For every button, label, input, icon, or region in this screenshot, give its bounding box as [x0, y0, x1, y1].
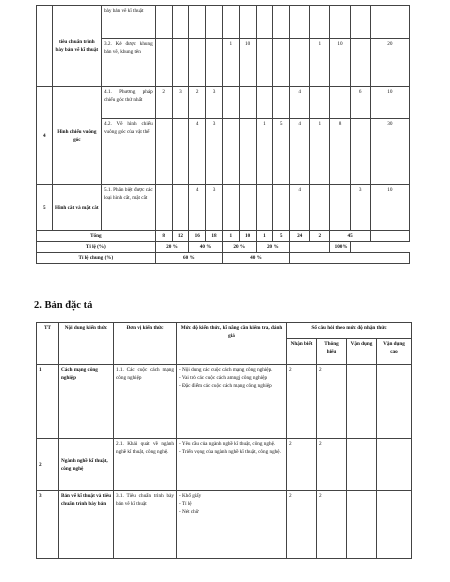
value-cell: 1 [256, 119, 273, 185]
value-cell [206, 39, 223, 87]
value-cell: 2 [189, 87, 206, 119]
value-cell [273, 6, 290, 39]
value-cell [172, 39, 189, 87]
value-cell: 8 [330, 119, 350, 185]
value-cell [239, 119, 256, 185]
header-thong-hieu: Thông hiểu [317, 339, 347, 365]
value-cell: 4 [290, 119, 310, 185]
value-cell [273, 87, 290, 119]
total-value: 18 [206, 231, 223, 242]
total-value: 24 [290, 231, 310, 242]
total-value [370, 231, 409, 242]
total-value: 1 [222, 231, 239, 242]
value-cell: 10 [330, 39, 350, 87]
total-label: Tổng [37, 231, 156, 242]
count-vd [347, 365, 377, 439]
value-cell [350, 6, 370, 39]
value-cell: 3 [206, 87, 223, 119]
spec-row [37, 365, 412, 439]
total-value: 2 [310, 231, 330, 242]
value-cell: 10 [239, 39, 256, 87]
content-topic: Bản vẽ kĩ thuật và tiêu chuẩn trình bày bản [59, 491, 114, 559]
value-cell: 10 [370, 87, 409, 119]
value-cell [330, 6, 350, 39]
content-topic: Hình cắt và mặt cắt [52, 185, 101, 231]
value-cell [370, 6, 409, 39]
value-cell [290, 39, 310, 87]
knowledge-unit: 4.1. Phương pháp chiếu góc thứ nhất [101, 87, 155, 119]
value-cell [330, 87, 350, 119]
value-cell [310, 185, 330, 231]
value-cell: 4 [290, 185, 310, 231]
count-th: 2 [317, 365, 347, 439]
row-number: 4 [37, 87, 53, 185]
value-cell [155, 185, 172, 231]
assessment-level: - Nội dung các cuộc cách mạng công nghiệp. - Vai trò các cuộc cách amngj công nghiệp - Đặc điểm các cuộc cách mạng công nghiệp [177, 365, 287, 439]
knowledge-unit: 1.1. Các cuộc cách mạng công nghiệp [114, 365, 177, 439]
value-cell: 3 [350, 185, 370, 231]
value-cell [310, 87, 330, 119]
value-cell: 4 [290, 87, 310, 119]
value-cell [256, 87, 273, 119]
value-cell [222, 6, 239, 39]
value-cell: 1 [222, 39, 239, 87]
matrix-row [37, 6, 410, 39]
count-th: 2 [317, 439, 347, 491]
value-cell [350, 119, 370, 185]
row-tt: 2 [37, 439, 59, 491]
value-cell [222, 185, 239, 231]
knowledge-unit: 5.1. Phân biệt được các loại hình cắt, mặt cắt [101, 185, 155, 231]
ratio-value [290, 242, 330, 253]
value-cell: 20 [370, 39, 409, 87]
value-cell [290, 6, 310, 39]
total-value: 5 [273, 231, 290, 242]
value-cell: 4 [189, 185, 206, 231]
count-vdc [377, 491, 412, 559]
header-tt: TT [37, 323, 59, 365]
total-value: 10 [239, 231, 256, 242]
value-cell [273, 39, 290, 87]
total-value: 1 [256, 231, 273, 242]
count-vdc [377, 439, 412, 491]
total-row [37, 231, 410, 242]
overall-ratio-value: 40 % [222, 253, 289, 264]
value-cell [239, 6, 256, 39]
value-cell: 30 [370, 119, 409, 185]
overall-ratio-value: 60 % [155, 253, 222, 264]
ratio-value: 20 % [256, 242, 290, 253]
value-cell [239, 87, 256, 119]
matrix-row [37, 185, 410, 231]
value-cell: 4 [189, 119, 206, 185]
knowledge-unit: 3.1. Tiêu chuẩn trình bày bản vẽ kĩ thuật [114, 491, 177, 559]
value-cell [310, 6, 330, 39]
ratio-label: Tỉ lệ (%) [37, 242, 156, 253]
assessment-level: - Yêu cầu của ngành nghề kĩ thuật, công nghệ. - Triển vọng của ngành nghề kĩ thuật, công nghệ. [177, 439, 287, 491]
count-th: 2 [317, 491, 347, 559]
value-cell: 3 [206, 119, 223, 185]
count-nb: 2 [287, 365, 317, 439]
row-number: 5 [37, 185, 53, 231]
value-cell: 1 [310, 39, 330, 87]
total-value: 45 [330, 231, 370, 242]
header-noidung: Nội dung kiến thức [59, 323, 114, 365]
row-tt: 1 [37, 365, 59, 439]
header-van-dung-cao: Vận dụng cao [377, 339, 412, 365]
count-nb: 2 [287, 439, 317, 491]
content-topic: Cách mạng công nghiệp [59, 365, 114, 439]
count-vd [347, 439, 377, 491]
value-cell: 6 [350, 87, 370, 119]
value-cell [155, 39, 172, 87]
value-cell [256, 6, 273, 39]
ratio-value: 100% [330, 242, 350, 253]
value-cell [155, 119, 172, 185]
header-mucdo: Mức độ kiến thức, kĩ năng cần kiểm tra, đánh giá [177, 323, 287, 365]
content-topic: tiêu chuẩn trình bày bản vẽ kĩ thuật [52, 6, 101, 87]
value-cell: 3 [172, 87, 189, 119]
header-nhan-biet: Nhận biết [287, 339, 317, 365]
ratio-row [37, 242, 410, 253]
header-van-dung: Vận dụng [347, 339, 377, 365]
total-value: 8 [155, 231, 172, 242]
count-vdc [377, 365, 412, 439]
value-cell [239, 185, 256, 231]
value-cell [222, 87, 239, 119]
total-value: 12 [172, 231, 189, 242]
overall-ratio-label: Tỉ lệ chung (%) [37, 253, 156, 264]
content-topic: Hình chiếu vuông góc [52, 87, 101, 185]
matrix-table [36, 5, 410, 264]
value-cell: 2 [155, 87, 172, 119]
count-vd [347, 491, 377, 559]
knowledge-unit: 3.2. Kẻ được khung bản vẽ, khung tên [101, 39, 155, 87]
ratio-value: 20 % [222, 242, 256, 253]
value-cell [172, 6, 189, 39]
ratio-value: 20 % [155, 242, 189, 253]
content-topic: Ngành nghề kĩ thuật, công nghệ [59, 439, 114, 491]
row-tt: 3 [37, 491, 59, 559]
value-cell: 10 [370, 185, 409, 231]
value-cell [155, 6, 172, 39]
value-cell [256, 185, 273, 231]
section-title: 2. Bản đặc tả [34, 300, 93, 311]
row-number [37, 6, 53, 87]
value-cell [189, 6, 206, 39]
value-cell [273, 185, 290, 231]
overall-ratio-row [37, 253, 410, 264]
value-cell [350, 39, 370, 87]
empty-cell [290, 253, 410, 264]
value-cell [172, 185, 189, 231]
spec-row [37, 439, 412, 491]
value-cell: 1 [310, 119, 330, 185]
header-donvi: Đơn vị kiến thức [114, 323, 177, 365]
count-nb: 2 [287, 491, 317, 559]
value-cell [206, 6, 223, 39]
spec-table [36, 322, 412, 559]
knowledge-unit: 4.2. Vẽ hình chiếu vuông góc của vật thể [101, 119, 155, 185]
header-socauhoi: Số câu hỏi theo mức độ nhận thức [287, 323, 412, 339]
matrix-row [37, 87, 410, 119]
value-cell [172, 119, 189, 185]
value-cell [256, 39, 273, 87]
ratio-value: 40 % [189, 242, 223, 253]
assessment-level: - Khổ giấy - Tỉ lệ - Nét chữ [177, 491, 287, 559]
value-cell: 5 [273, 119, 290, 185]
spec-row [37, 491, 412, 559]
value-cell [222, 119, 239, 185]
total-value: 16 [189, 231, 206, 242]
value-cell [189, 39, 206, 87]
value-cell: 3 [206, 185, 223, 231]
knowledge-unit: bày bản vẽ kĩ thuật [101, 6, 155, 39]
knowledge-unit: 2.1. Khái quát về ngành nghề kĩ thuật, công nghệ. [114, 439, 177, 491]
value-cell [330, 185, 350, 231]
